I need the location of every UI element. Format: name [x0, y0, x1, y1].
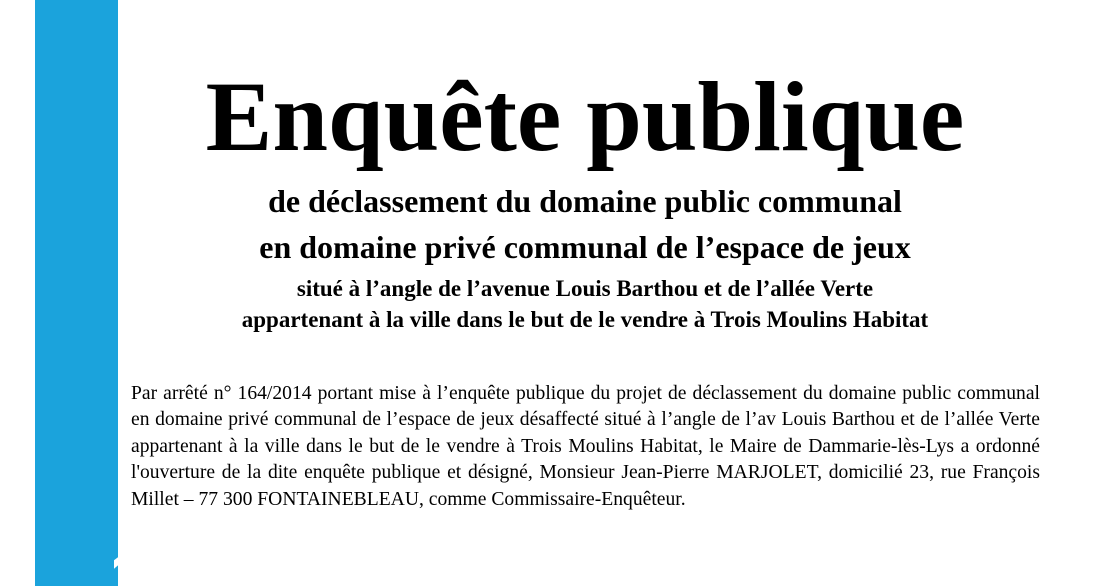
subtitle-line-4: appartenant à la ville dans le but de le vendre à Trois Moulins Habitat	[241, 307, 929, 332]
notice-paragraph: Par arrêté n° 164/2014 portant mise à l’enquête publique du projet de déclassement du domaine public communal en domaine privé communal de l’espace de jeux désaffecté situé à l’angle de l’av Louis Barthou et de l’allée Verte appartenant à la ville dans le but de le vendre à Trois Moulins Habitat, le Maire de Dammarie-lès-Lys a ordonné l'ouverture de la dite enquête publique et désigné, Monsieur Jean-Pierre MARJOLET, domicilié 23, rue François Millet – 77 300 FONTAINEBLEAU, comme Commissaire-Enquêteur.	[131, 383, 1040, 510]
subtitle-line-3: situé à l’angle de l’avenue Louis Barthou et de l’allée Verte	[296, 276, 874, 301]
subtitle-line-1: de déclassement du domaine public communal	[268, 183, 902, 219]
page-title: Enquête publique	[205, 61, 965, 172]
side-banner	[35, 0, 206, 586]
side-banner-text: ès-Lys	[103, 155, 206, 582]
subtitle-line-2: en domaine privé communal de l’espace de jeux	[259, 229, 911, 265]
